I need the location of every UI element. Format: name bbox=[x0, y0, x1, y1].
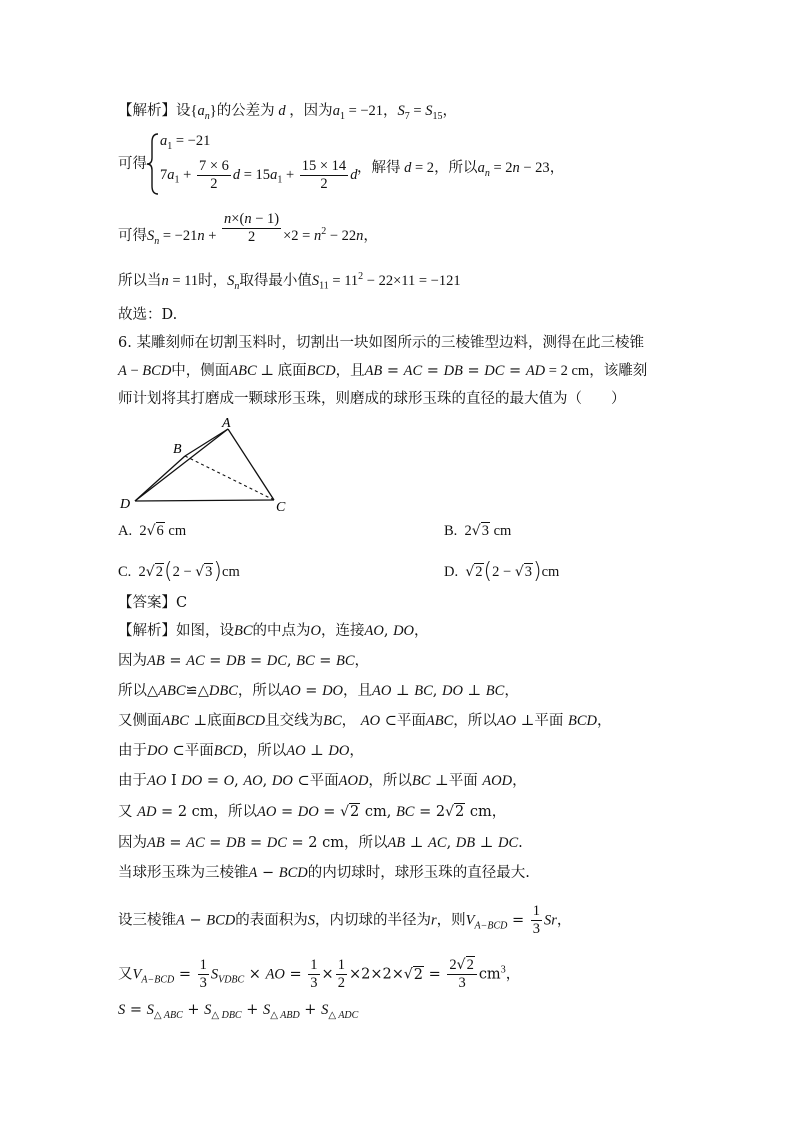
choice-b[interactable]: B. 2√3 cm bbox=[444, 523, 512, 539]
sol-line-12: $S = S_{\triangle ABC} + S_{\triangle DBC} + S_{\triangle ABD} + S_{\triangle ADC}$ bbox=[118, 1002, 359, 1021]
choose-d: 故选：D. bbox=[118, 307, 178, 323]
sol-line-8: 因为AB = AC = DB = DC = 2 cm，所以AB ⊥ AC, DB ⊥ DC. bbox=[118, 835, 523, 851]
kede-label: 可得 bbox=[118, 156, 147, 172]
sol-line-3: 所以△ABC≌△DBC，所以AO = DO，且AO ⊥ BC, DO ⊥ BC， bbox=[118, 683, 519, 699]
answer-line: 【答案】C bbox=[118, 595, 188, 611]
sol-line-2: 因为AB = AC = DB = DC, BC = BC， bbox=[118, 653, 370, 669]
min-value-line: 所以当n = 11时，$S_n$取得最小值$S_{11} = 11^2 - 22\times 11 = -121$ bbox=[118, 271, 461, 292]
vertex-b-label: B bbox=[173, 442, 182, 457]
vertex-c-label: C bbox=[276, 500, 286, 514]
q6-line-1: 6. 某雕刻师在切割玉料时，切割出一块如图所示的三棱锥型边料，测得在此三棱锥 bbox=[118, 335, 644, 351]
choice-d[interactable]: D. √2(2 − √3)cm bbox=[444, 559, 560, 584]
edge-bc-hidden bbox=[185, 456, 274, 500]
edge-db bbox=[135, 456, 185, 501]
q6-line-3: 师计划将其打磨成一颗球形玉珠，则磨成的球形玉珠的直径的最大值为（ ） bbox=[118, 391, 626, 407]
system-eq-1: $a_1 = -21$ bbox=[160, 133, 211, 152]
analysis-line-1: 【解析】设$\{a_n\}$的公差为 d ，因为$a_1 = -21$，$S_7 = S_{15}$， bbox=[118, 103, 457, 122]
sol-line-11: 又$V_{A-BCD}$ = $\frac{1}{3}$ $S_{VDBC}$ × AO = $\frac{1}{3}$ × $\frac{1}{2}$ ×2×2×√2 = $\frac{2√2}{3}$ $cm^3$， bbox=[118, 957, 521, 991]
vertex-d-label: D bbox=[120, 497, 131, 512]
sol-line-9: 当球形玉珠为三棱锥A − BCD的内切球时，球形玉珠的直径最大. bbox=[118, 865, 530, 881]
sol-line-5: 由于DO ⊂平面BCD，所以AO ⊥ DO， bbox=[118, 743, 364, 759]
system-brace bbox=[146, 132, 160, 196]
edge-da bbox=[135, 429, 228, 501]
sol-line-7: 又 AD = 2 cm，所以AO = DO = √2 cm, BC = 2√2 cm， bbox=[118, 804, 507, 820]
edge-dc bbox=[135, 500, 274, 501]
system-eq-2: $7a_1$ + $\frac{7 \times 6}{2}$ $d = 15a_1$ + $\frac{15 \times 14}{2}$ d bbox=[160, 158, 358, 192]
tetrahedron-figure bbox=[112, 412, 292, 514]
vertex-a-label: A bbox=[222, 416, 231, 431]
sol-line-6: 由于AO I DO = O, AO, DO ⊂平面AOD，所以BC ⊥平面 AOD， bbox=[118, 773, 527, 789]
analysis-tag: 【解析】 bbox=[118, 103, 176, 119]
sn-formula: 可得$S_n = -21n$ + $\frac{n\times(n - 1)}{2}$ $\times 2 = n^2 - 22n$， bbox=[118, 211, 378, 247]
edge-ac bbox=[228, 429, 274, 500]
choice-c[interactable]: C. 2√2(2 − √3)cm bbox=[118, 559, 240, 584]
solve-d: ，解得 d = 2，所以$a_n = 2n - 23$， bbox=[357, 160, 565, 179]
sol-line-10: 设三棱锥A − BCD的表面积为S，内切球的半径为r，则$V_{A-BCD}$ = $\frac{1}{3}$ Sr， bbox=[118, 903, 572, 937]
choice-a[interactable]: A. 2√6 cm bbox=[118, 523, 187, 539]
edge-ba bbox=[185, 429, 228, 456]
q6-line-2: A − BCD中，侧面ABC ⊥ 底面BCD，且AB = AC = DB = DC = AD = 2 cm，该雕刻 bbox=[118, 363, 648, 379]
sol-line-4: 又侧面ABC ⊥底面BCD且交线为BC， AO ⊂平面ABC，所以AO ⊥平面 BCD， bbox=[118, 713, 612, 729]
sol-line-1: 【解析】如图，设BC的中点为O，连接AO, DO， bbox=[118, 623, 429, 639]
